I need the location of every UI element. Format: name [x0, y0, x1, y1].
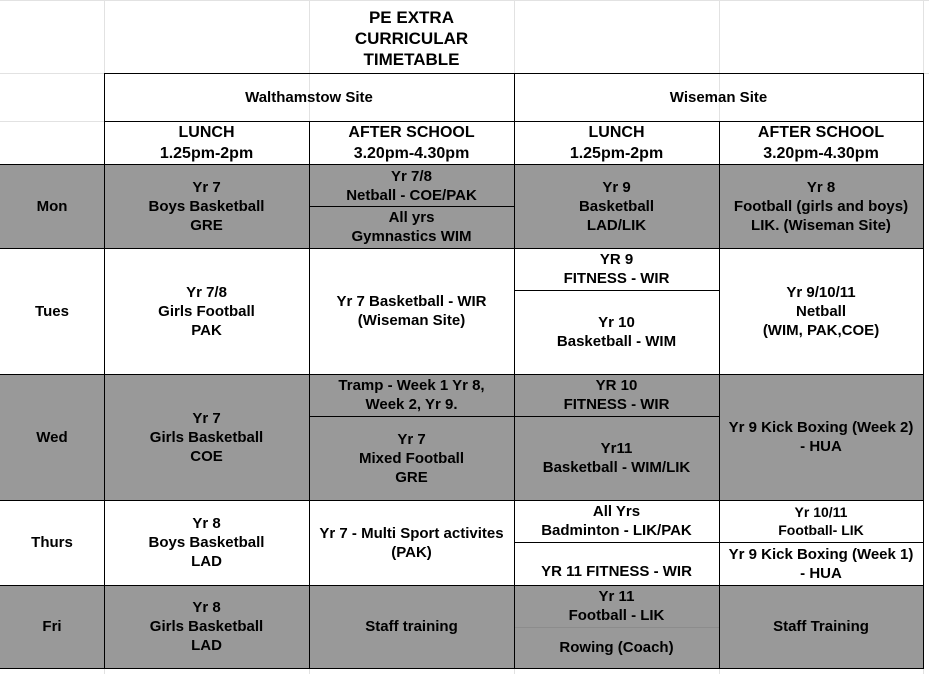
border-line: [0, 668, 924, 669]
border-line: [0, 585, 924, 586]
fri-walthamstow-lunch: Yr 8 Girls Basketball LAD: [149, 599, 264, 654]
tues-wiseman-lunch-1: YR 9 FITNESS - WIR: [563, 251, 670, 287]
wed-walthamstow-after-1: Tramp - Week 1 Yr 8, Week 2, Yr 9.: [338, 377, 485, 413]
tues-walthamstow-after: Yr 7 Basketball - WIR (Wiseman Site): [336, 293, 487, 329]
wed-wiseman-lunch-2: Yr11 Basketball - WIM/LIK: [542, 440, 691, 476]
fri-walthamstow-after: Staff training: [365, 618, 458, 635]
day-mon: Mon: [36, 198, 68, 215]
tues-walthamstow-lunch: Yr 7/8 Girls Football PAK: [158, 283, 255, 339]
thurs-wiseman-lunch-2: YR 11 FITNESS - WIR: [541, 563, 692, 580]
site-header-walthamstow: Walthamstow Site: [245, 89, 373, 106]
fri-wiseman-lunch-2: Rowing (Coach): [559, 639, 674, 656]
border-line: [309, 121, 310, 669]
day-tues: Tues: [35, 302, 69, 320]
col-header-wiseman-lunch: LUNCH 1.25pm-2pm: [569, 124, 664, 162]
thurs-walthamstow-lunch: Yr 8 Boys Basketball LAD: [148, 515, 265, 570]
border-line: [923, 73, 924, 669]
thurs-walthamstow-after: Yr 7 - Multi Sport activites (PAK): [319, 524, 504, 561]
border-line: [514, 73, 515, 669]
border-line: [309, 206, 514, 207]
mon-walthamstow-lunch: Yr 7 Boys Basketball GRE: [148, 179, 265, 234]
mon-wiseman-after: Yr 8 Football (girls and boys) LIK. (Wiseman Site): [733, 179, 909, 234]
fri-wiseman-lunch-1: Yr 11 Football - LIK: [568, 588, 665, 624]
mon-walthamstow-after-1: Yr 7/8 Netball - COE/PAK: [346, 167, 477, 204]
day-fri: Fri: [42, 618, 62, 635]
mon-walthamstow-after-2: All yrs Gymnastics WIM: [351, 209, 472, 245]
border-line: [719, 121, 720, 669]
thurs-wiseman-lunch-1: All Yrs Badminton - LIK/PAK: [541, 503, 692, 539]
col-header-wiseman-after-school: AFTER SCHOOL 3.20pm-4.30pm: [757, 124, 885, 162]
wed-walthamstow-after-2: Yr 7 Mixed Football GRE: [359, 430, 464, 486]
thurs-wiseman-after-2: Yr 9 Kick Boxing (Week 1) - HUA: [728, 545, 914, 582]
border-line: [514, 290, 719, 291]
border-line: [104, 73, 105, 669]
day-wed: Wed: [36, 428, 68, 446]
tues-wiseman-after: Yr 9/10/11 Netball (WIM, PAK,COE): [762, 283, 880, 339]
page-title: PE EXTRA CURRICULAR TIMETABLE: [354, 7, 469, 69]
wed-walthamstow-lunch: Yr 7 Girls Basketball COE: [149, 409, 264, 465]
wed-wiseman-lunch-1: YR 10 FITNESS - WIR: [563, 377, 670, 413]
border-line: [0, 248, 924, 249]
wed-wiseman-after: Yr 9 Kick Boxing (Week 2) - HUA: [728, 419, 914, 455]
border-line: [0, 500, 924, 501]
mon-wiseman-lunch: Yr 9 Basketball LAD/LIK: [578, 179, 655, 234]
fri-wiseman-after: Staff Training: [773, 618, 869, 635]
site-header-wiseman: Wiseman Site: [669, 89, 768, 106]
border-line: [0, 164, 924, 165]
tues-wiseman-lunch-2: Yr 10 Basketball - WIM: [556, 314, 677, 350]
col-header-walthamstow-lunch: LUNCH 1.25pm-2pm: [159, 124, 254, 162]
day-thurs: Thurs: [31, 534, 73, 551]
border-line: [0, 374, 924, 375]
col-header-walthamstow-after-school: AFTER SCHOOL 3.20pm-4.30pm: [348, 124, 475, 162]
thurs-wiseman-after-1: Yr 10/11 Football- LIK: [778, 504, 864, 538]
